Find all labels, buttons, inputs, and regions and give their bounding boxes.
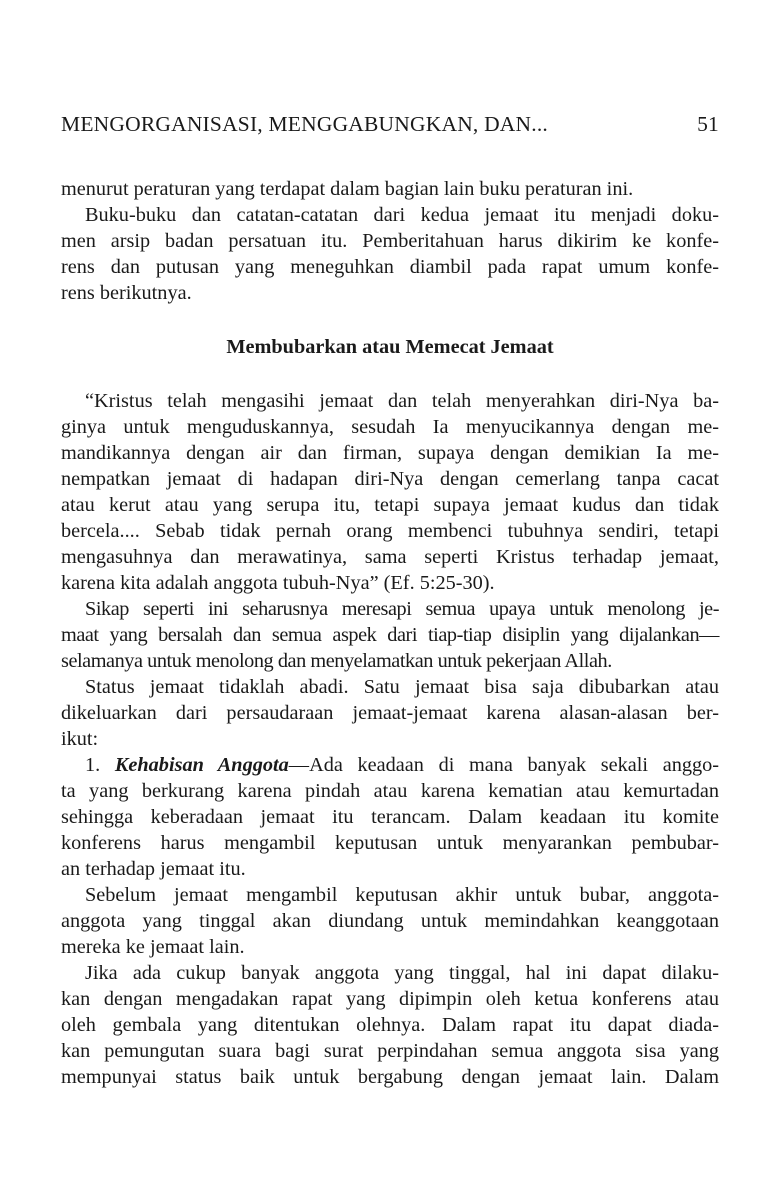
text-line: Sebelum jemaat mengambil keputusan akhir untuk bubar, anggota- <box>85 884 719 906</box>
text-line: an terhadap jemaat itu. <box>61 858 246 880</box>
paragraph-status <box>61 674 719 752</box>
text-line: mandikannya dengan air dan firman, supaya dengan demikian Ia me- <box>61 442 719 464</box>
paragraph-remaining-members <box>61 960 719 1090</box>
text-line: selamanya untuk menolong dan menyelamatkan untuk pekerjaan Allah. <box>61 650 612 672</box>
text-line <box>61 752 719 778</box>
text-line: nempatkan jemaat di hadapan diri-Nya dengan cemerlang tanpa cacat <box>61 468 719 490</box>
paragraph-scripture-quote <box>61 388 719 596</box>
text-line: sehingga keberadaan jemaat itu terancam. Dalam keadaan itu komite <box>61 806 719 828</box>
list-term: Kehabisan Anggota <box>114 754 289 776</box>
paragraph-archives <box>61 202 719 306</box>
paragraph-item-1 <box>61 752 719 882</box>
text-line: ginya untuk menguduskannya, sesudah Ia menyucikannya dengan me- <box>61 416 719 438</box>
text-line: menurut peraturan yang terdapat dalam bagian lain buku peraturan ini. <box>61 178 634 200</box>
text-line: karena kita adalah anggota tubuh-Nya” (Ef. 5:25-30). <box>61 572 495 594</box>
text-line: rens berikutnya. <box>61 282 192 304</box>
text-line: mereka ke jemaat lain. <box>61 936 245 958</box>
text-line: ikut: <box>61 728 99 750</box>
text-line: Sikap seperti ini seharusnya meresapi semua upaya untuk menolong je- <box>85 598 719 620</box>
paragraph-attitude <box>61 596 719 674</box>
text-line: rens dan putusan yang meneguhkan diambil pada rapat umum konfe- <box>61 256 719 278</box>
text-line: atau kerut atau yang serupa itu, tetapi supaya jemaat kudus dan tidak <box>61 494 719 516</box>
list-term-description: —Ada keadaan di mana banyak sekali anggo- <box>288 754 720 776</box>
text-line: maat yang bersalah dan semua aspek dari tiap-tiap disiplin yang dijalankan— <box>61 624 719 646</box>
paragraph-continuation <box>61 176 719 202</box>
text-line: Buku-buku dan catatan-catatan dari kedua jemaat itu menjadi doku- <box>85 204 719 226</box>
text-line: men arsip badan persatuan itu. Pemberitahuan harus dikirim ke konfe- <box>61 230 719 252</box>
text-line: mempunyai status baik untuk bergabung dengan jemaat lain. Dalam <box>61 1066 719 1088</box>
text-line: konferens harus mengambil keputusan untuk menyarankan pembubar- <box>61 832 719 854</box>
paragraph-before-dissolution <box>61 882 719 960</box>
text-line: anggota yang tinggal akan diundang untuk memindahkan keanggotaan <box>61 910 719 932</box>
running-header <box>61 112 719 137</box>
text-line: “Kristus telah mengasihi jemaat dan telah menyerahkan diri-Nya ba- <box>85 390 719 412</box>
page-number: 51 <box>697 112 719 136</box>
text-line: ta yang berkurang karena pindah atau karena kematian atau kemurtadan <box>61 780 719 802</box>
text-line: Status jemaat tidaklah abadi. Satu jemaat bisa saja dibubarkan atau <box>85 676 719 698</box>
body-text <box>61 176 719 1090</box>
text-line: oleh gembala yang ditentukan olehnya. Dalam rapat itu dapat diada- <box>61 1014 719 1036</box>
text-line: Jika ada cukup banyak anggota yang tinggal, hal ini dapat dilaku- <box>85 962 719 984</box>
text-line: dikeluarkan dari persaudaraan jemaat-jemaat karena alasan-alasan ber- <box>61 702 719 724</box>
text-line: kan dengan mengadakan rapat yang dipimpin oleh ketua konferens atau <box>61 988 719 1010</box>
list-number: 1. <box>85 754 115 776</box>
running-title: MENGORGANISASI, MENGGABUNGKAN, DAN... <box>61 112 548 136</box>
text-line: mengasuhnya dan merawatinya, sama seperti Kristus terhadap jemaat, <box>61 546 719 568</box>
text-line: kan pemungutan suara bagi surat perpindahan semua anggota sisa yang <box>61 1040 719 1062</box>
section-heading: Membubarkan atau Memecat Jemaat <box>226 336 554 358</box>
text-line: bercela.... Sebab tidak pernah orang membenci tubuhnya sendiri, tetapi <box>61 520 719 542</box>
